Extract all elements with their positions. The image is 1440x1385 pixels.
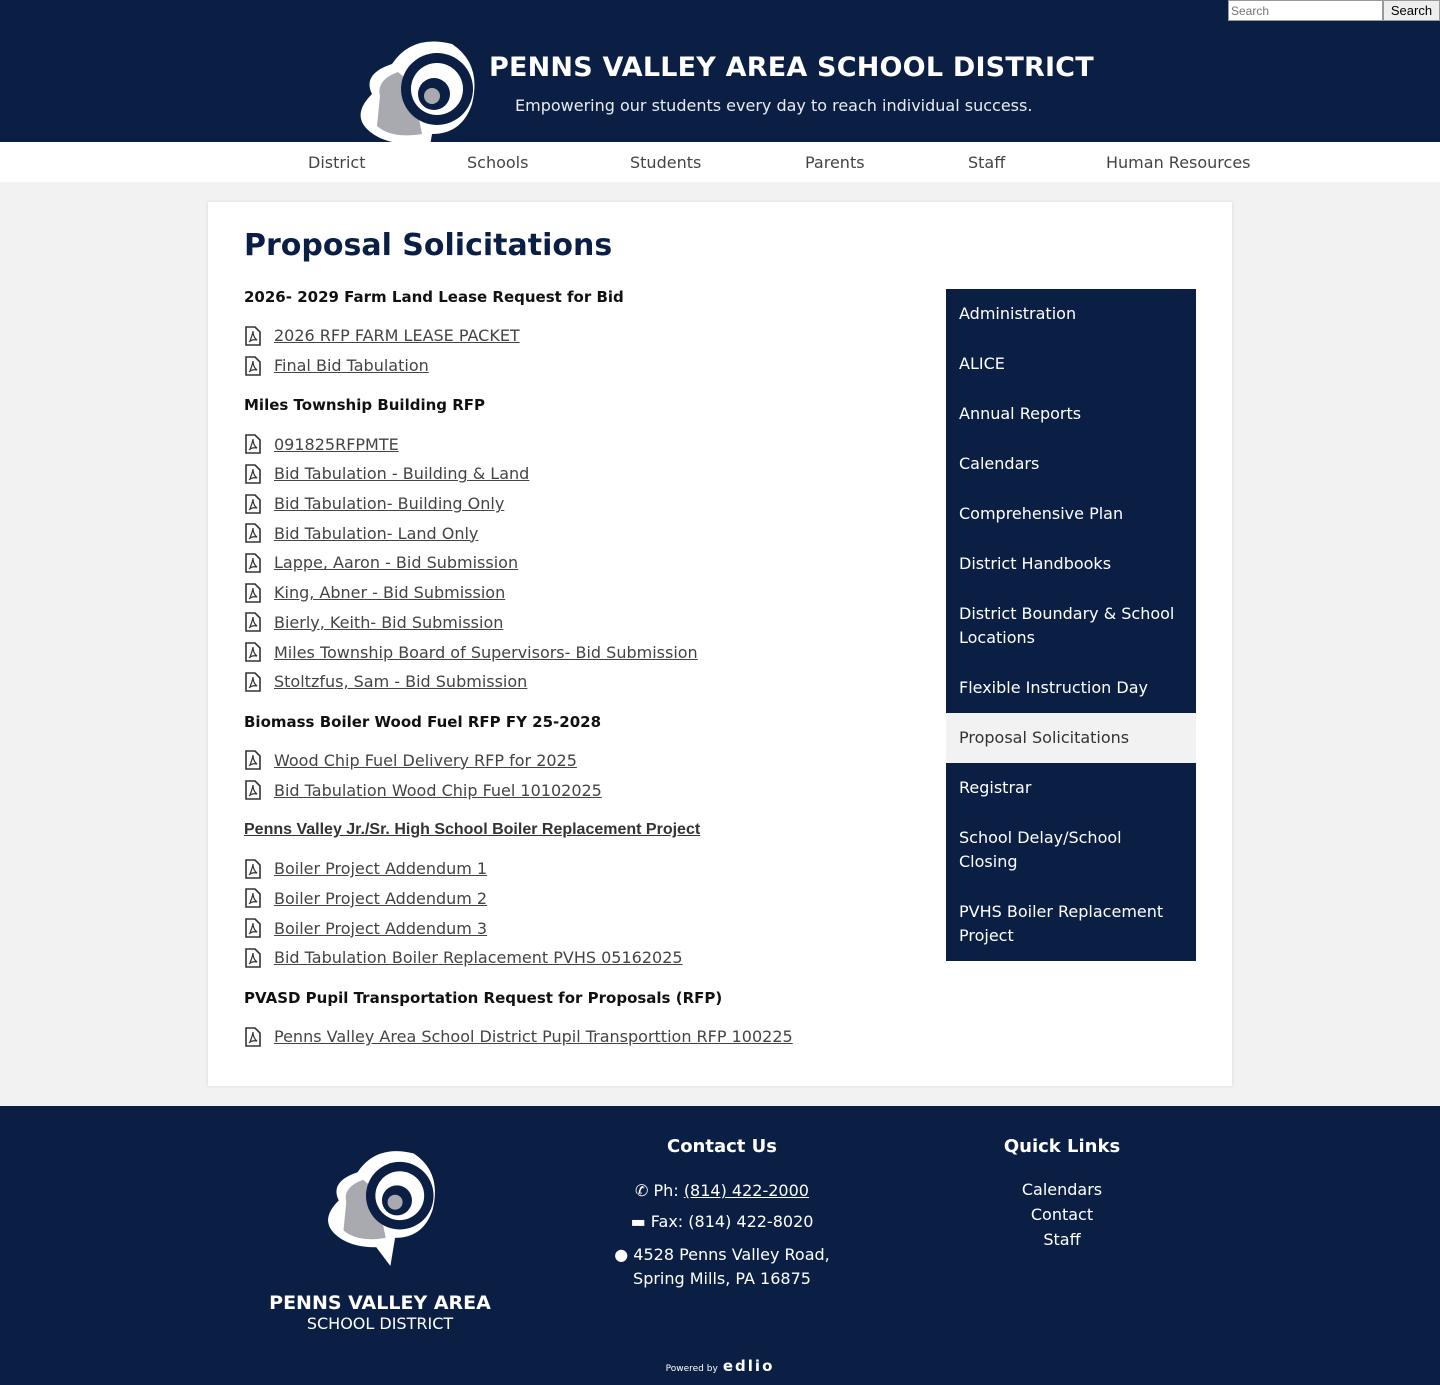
contact-heading: Contact Us — [666, 1136, 777, 1157]
nav-students[interactable]: Students — [630, 153, 702, 172]
document-link[interactable] — [244, 884, 884, 914]
section — [244, 821, 884, 973]
content-card — [208, 202, 1232, 1086]
document-link-text[interactable]: Bid Tabulation- Land Only — [274, 523, 479, 543]
nav-schools[interactable]: Schools — [467, 153, 529, 172]
document-link-text[interactable]: Miles Township Board of Supervisors- Bid Submission — [274, 642, 698, 662]
powered-by-edlio[interactable]: Powered by edlio — [665, 1357, 775, 1375]
pdf-icon — [244, 642, 262, 662]
document-link-text[interactable]: Bid Tabulation- Building Only — [274, 494, 505, 514]
nav-parents[interactable]: Parents — [805, 153, 865, 172]
document-link-text[interactable]: Bierly, Keith- Bid Submission — [274, 612, 504, 632]
document-link-text[interactable]: Bid Tabulation Wood Chip Fuel 10102025 — [274, 780, 602, 800]
document-link[interactable] — [244, 913, 884, 943]
sidebar-item[interactable]: Administration — [959, 304, 1077, 323]
ram-logo[interactable] — [352, 34, 482, 166]
quick-link-staff[interactable]: Staff — [1043, 1230, 1081, 1249]
document-link[interactable] — [244, 578, 884, 608]
pdf-icon — [244, 583, 262, 603]
pdf-icon — [244, 326, 262, 346]
footer-name: PENNS VALLEY AREA — [269, 1292, 491, 1314]
search-button[interactable]: Search — [1383, 0, 1440, 21]
phone-label: Ph: — [653, 1181, 679, 1200]
document-link[interactable] — [244, 854, 884, 884]
pdf-icon — [244, 672, 262, 692]
document-link[interactable] — [244, 775, 884, 805]
pdf-icon — [244, 1027, 262, 1047]
fax-line — [572, 1212, 872, 1231]
sidebar-item[interactable]: Registrar — [959, 778, 1032, 797]
document-link-text[interactable]: Boiler Project Addendum 3 — [274, 918, 488, 938]
document-link-text[interactable]: Bid Tabulation Boiler Replacement PVHS 05162025 — [274, 948, 683, 968]
document-link-text[interactable]: Boiler Project Addendum 2 — [274, 888, 488, 908]
site-footer — [0, 1106, 1440, 1385]
section — [244, 989, 884, 1052]
document-link-text[interactable]: 091825RFPMTE — [274, 434, 399, 454]
sidebar-item[interactable]: District Handbooks — [959, 554, 1112, 573]
pdf-icon — [244, 553, 262, 573]
search-form — [1228, 0, 1440, 21]
search-input[interactable] — [1228, 0, 1383, 21]
sidebar-nav — [946, 289, 1196, 961]
quick-link-contact[interactable]: Contact — [1030, 1205, 1094, 1224]
document-link[interactable] — [244, 518, 884, 548]
pdf-icon — [244, 464, 262, 484]
pdf-icon — [244, 434, 262, 454]
pdf-icon — [244, 494, 262, 514]
sidebar-item[interactable]: PVHS Boiler Replacement Project — [959, 902, 1164, 945]
quick-links-heading: Quick Links — [1003, 1136, 1121, 1157]
pdf-icon — [244, 356, 262, 376]
sidebar-item[interactable]: Comprehensive Plan — [959, 504, 1124, 523]
fax-text: Fax: (814) 422-8020 — [650, 1212, 814, 1231]
document-link[interactable] — [244, 459, 884, 489]
document-link[interactable] — [244, 321, 884, 351]
section-heading: Biomass Boiler Wood Fuel RFP FY 25-2028 — [244, 712, 602, 731]
section-heading: PVASD Pupil Transportation Request for Proposals (RFP) — [244, 988, 723, 1007]
phone-link[interactable]: (814) 422-2000 — [683, 1181, 809, 1200]
site-title[interactable]: PENNS VALLEY AREA SCHOOL DISTRICT — [489, 52, 1094, 83]
document-link-text[interactable]: Penns Valley Area School District Pupil Transporttion RFP 100225 — [274, 1027, 793, 1047]
pdf-icon — [244, 750, 262, 770]
document-link[interactable] — [244, 548, 884, 578]
sidebar-item[interactable]: Proposal Solicitations — [946, 713, 1196, 763]
document-link-text[interactable]: King, Abner - Bid Submission — [274, 583, 506, 603]
nav-human-resources[interactable]: Human Resources — [1106, 153, 1251, 172]
document-link[interactable] — [244, 746, 884, 776]
pdf-icon — [244, 948, 262, 968]
pdf-icon — [244, 859, 262, 879]
section — [244, 396, 884, 696]
address: ● 4528 Penns Valley Road, Spring Mills, PA 16875 — [614, 1245, 830, 1288]
document-link-text[interactable]: Wood Chip Fuel Delivery RFP for 2025 — [274, 750, 577, 770]
section-heading[interactable]: Penns Valley Jr./Sr. High School Boiler Replacement Project — [244, 820, 701, 838]
document-link[interactable] — [244, 489, 884, 519]
section — [244, 288, 884, 380]
sidebar-item[interactable]: District Boundary & School Locations — [959, 604, 1175, 647]
site-header — [0, 0, 1440, 142]
phone-icon: ✆ — [635, 1181, 649, 1200]
document-link-text[interactable]: Bid Tabulation - Building & Land — [274, 464, 530, 484]
fax-icon: ▬ — [630, 1212, 646, 1231]
document-link-text[interactable]: Boiler Project Addendum 1 — [274, 859, 488, 879]
document-link-text[interactable]: Lappe, Aaron - Bid Submission — [274, 553, 519, 573]
pdf-icon — [244, 780, 262, 800]
footer-name-sub: SCHOOL DISTRICT — [306, 1314, 454, 1333]
quick-link-calendars[interactable]: Calendars — [1021, 1180, 1103, 1199]
document-link[interactable] — [244, 667, 884, 697]
document-link[interactable] — [244, 608, 884, 638]
document-link-text[interactable]: 2026 RFP FARM LEASE PACKET — [274, 326, 520, 346]
sidebar-item[interactable]: Calendars — [959, 454, 1040, 473]
tagline: Empowering our students every day to reach individual success. — [515, 96, 1033, 115]
document-link[interactable] — [244, 1022, 884, 1052]
section-heading: Miles Township Building RFP — [244, 396, 486, 415]
nav-staff[interactable]: Staff — [968, 153, 1006, 172]
map-pin-icon: ● — [614, 1245, 629, 1264]
pdf-icon — [244, 888, 262, 908]
sidebar-item[interactable]: School Delay/School Closing — [959, 828, 1122, 871]
footer-ram-logo — [320, 1144, 442, 1268]
sidebar-item[interactable]: Flexible Instruction Day — [959, 678, 1148, 697]
sections — [244, 288, 884, 1067]
phone-line — [572, 1181, 872, 1200]
document-link[interactable] — [244, 943, 884, 973]
pdf-icon — [244, 612, 262, 632]
page-title: Proposal Solicitations — [244, 228, 613, 263]
nav-district[interactable]: District — [308, 153, 366, 172]
document-link-text[interactable]: Stoltzfus, Sam - Bid Submission — [274, 672, 528, 692]
document-link[interactable] — [244, 351, 884, 381]
pdf-icon — [244, 918, 262, 938]
section-heading: 2026- 2029 Farm Land Lease Request for Bid — [244, 288, 624, 306]
document-link[interactable] — [244, 637, 884, 667]
sidebar-item[interactable]: ALICE — [959, 354, 1005, 373]
pdf-icon — [244, 523, 262, 543]
document-link-text[interactable]: Final Bid Tabulation — [274, 356, 429, 376]
document-link[interactable] — [244, 429, 884, 459]
sidebar-item[interactable]: Annual Reports — [959, 404, 1082, 423]
section — [244, 713, 884, 805]
main-nav — [0, 142, 1440, 182]
